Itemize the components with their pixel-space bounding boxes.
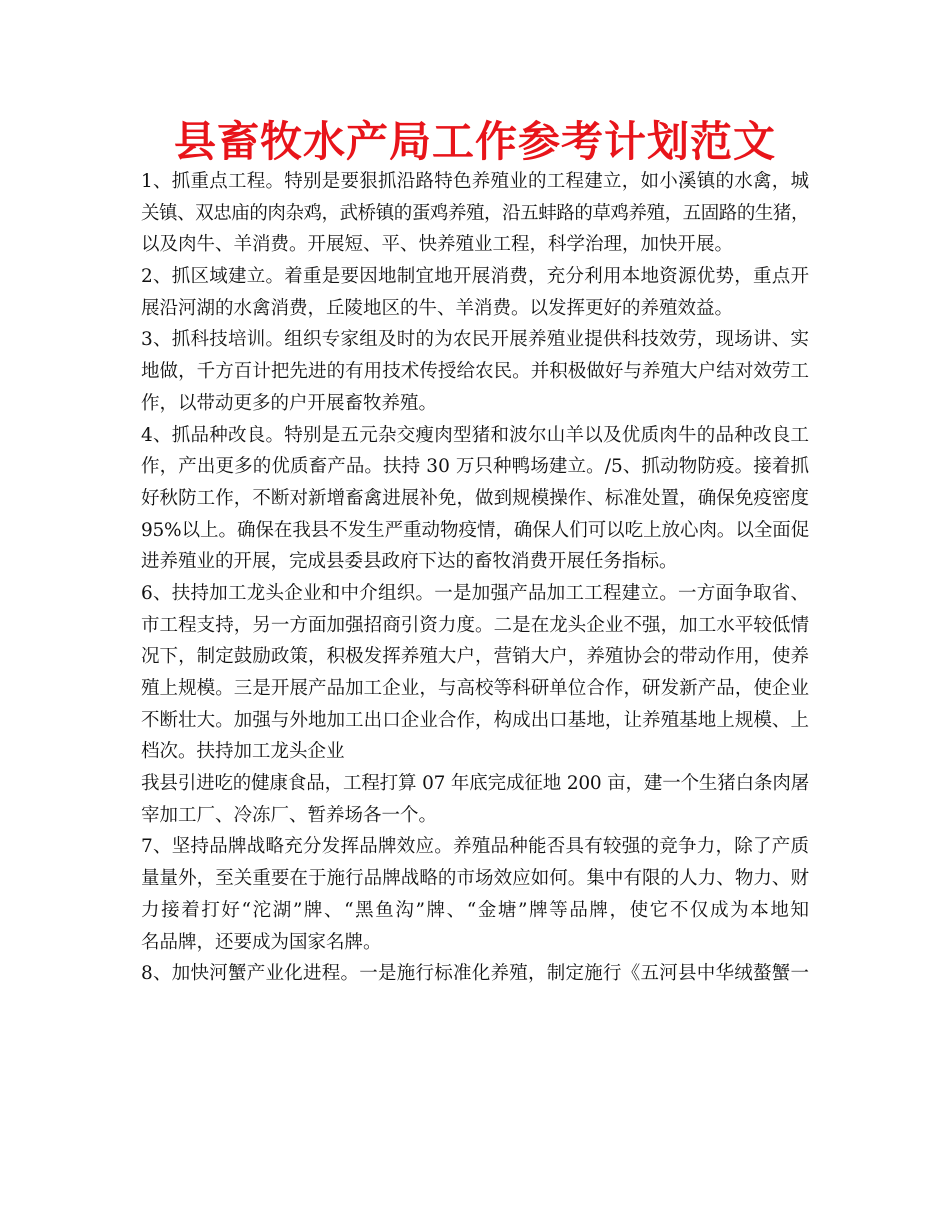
text-line: 95%以上。确保在我县不发生严重动物疫情，确保人们可以吃上放心肉。以全面促 <box>141 519 809 541</box>
text-line: 关镇、双忠庙的肉杂鸡，武桥镇的蛋鸡养殖，沿五蚌路的草鸡养殖，五固路的生猪， <box>141 202 809 224</box>
text-line: 进养殖业的开展，完成县委县政府下达的畜牧消费开展任务指标。 <box>141 551 678 573</box>
text-line: 不断壮大。加强与外地加工出口企业合作，构成出口基地，让养殖基地上规模、上 <box>141 709 809 731</box>
text-line: 8、加快河蟹产业化进程。一是施行标准化养殖，制定施行《五河县中华绒螯蟹一 <box>141 963 809 985</box>
text-line: 我县引进吃的健康食品，工程打算 07 年底完成征地 200 亩，建一个生猪白条肉屠 <box>141 773 809 795</box>
text-line: 宰加工厂、冷冻厂、暂养场各一个。 <box>141 804 438 826</box>
text-line: 展沿河湖的水禽消费，丘陵地区的牛、羊消费。以发挥更好的养殖效益。 <box>141 297 734 319</box>
text-line: 殖上规模。三是开展产品加工企业，与高校等科研单位合作，研发新产品，使企业 <box>141 678 809 699</box>
text-line: 地做，千方百计把先进的有用技术传授给农民。并积极做好与养殖大户结对效劳工 <box>141 361 809 383</box>
text-line: 作，产出更多的优质畜产品。扶持 30 万只种鸭场建立。/5、抓动物防疫。接着抓 <box>141 456 809 478</box>
text-line: 1、抓重点工程。特别是要狠抓沿路特色养殖业的工程建立，如小溪镇的水禽，城 <box>141 171 809 192</box>
text-line: 好秋防工作，不断对新增畜禽进展补免，做到规模操作、标准处置，确保免疫密度 <box>141 487 809 509</box>
text-line: 况下，制定鼓励政策，积极发挥养殖大户，营销大户，养殖协会的带动作用，使养 <box>141 646 809 668</box>
text-line: 7、坚持品牌战略充分发挥品牌效应。养殖品种能否具有较强的竞争力，除了产质 <box>141 836 809 858</box>
text-line: 市工程支持，另一方面加强招商引资力度。二是在龙头企业不强，加工水平较低情 <box>141 614 809 636</box>
text-line: 以及肉牛、羊消费。开展短、平、快养殖业工程，科学治理，加快开展。 <box>141 234 734 256</box>
text-line: 2、抓区域建立。着重是要因地制宜地开展消费，充分利用本地资源优势，重点开 <box>141 266 809 288</box>
text-line: 作，以带动更多的户开展畜牧养殖。 <box>141 392 438 414</box>
text-line: 量量外，至关重要在于施行品牌战略的市场效应如何。集中有限的人力、物力、财 <box>141 868 809 890</box>
document-title: 县畜牧水产局工作参考计划范文 <box>173 117 776 166</box>
text-line: 档次。扶持加工龙头企业 <box>141 741 345 763</box>
text-line: 名品牌，还要成为国家名牌。 <box>141 931 382 953</box>
text-line: 4、抓品种改良。特别是五元杂交瘦肉型猪和波尔山羊以及优质肉牛的品种改良工 <box>141 424 809 446</box>
text-line: 力接着打好“沱湖”牌、“黑鱼沟”牌、“金塘”牌等品牌，使它不仅成为本地知 <box>141 899 809 921</box>
document-body <box>141 166 809 990</box>
text-line: 3、抓科技培训。组织专家组及时的为农民开展养殖业提供科技效劳，现场讲、实 <box>141 329 809 351</box>
text-line: 6、扶持加工龙头企业和中介组织。一是加强产品加工工程建立。一方面争取省、 <box>141 582 809 604</box>
